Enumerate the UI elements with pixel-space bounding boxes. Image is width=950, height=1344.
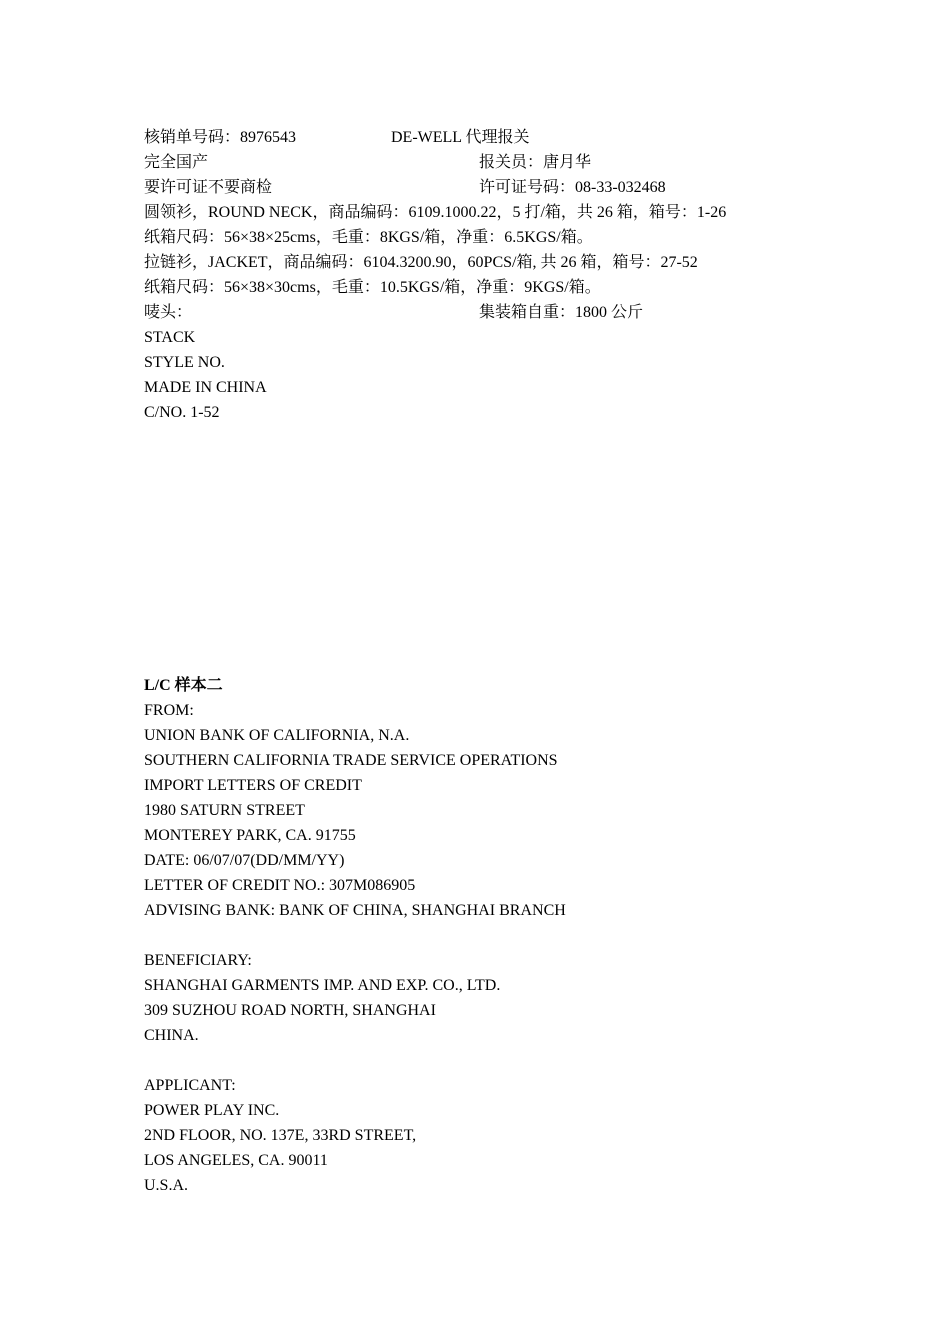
spacer xyxy=(144,923,824,948)
beneficiary-label: BENEFICIARY: xyxy=(144,952,252,969)
customs-notes xyxy=(144,125,824,425)
applicant-line: 2ND FLOOR, NO. 137E, 33RD STREET, xyxy=(144,1127,417,1144)
beneficiary-line: CHINA. xyxy=(144,1027,199,1044)
applicant-line: LOS ANGELES, CA. 90011 xyxy=(144,1152,328,1169)
from-line: 1980 SATURN STREET xyxy=(144,802,305,819)
customs-agent: DE-WELL 代理报关 xyxy=(391,129,530,146)
from-line: IMPORT LETTERS OF CREDIT xyxy=(144,777,362,794)
item2-carton: 纸箱尺码：56×38×30cms，毛重：10.5KGS/箱，净重：9KGS/箱。 xyxy=(144,279,601,296)
beneficiary-line: 309 SUZHOU ROAD NORTH, SHANGHAI xyxy=(144,1002,436,1019)
marks-label: 唛头： xyxy=(144,304,193,321)
license-requirement: 要许可证不要商检 xyxy=(144,179,273,196)
item1-carton: 纸箱尺码：56×38×25cms，毛重：8KGS/箱，净重：6.5KGS/箱。 xyxy=(144,229,593,246)
lc-number: LETTER OF CREDIT NO.: 307M086905 xyxy=(144,877,416,894)
applicant-line: U.S.A. xyxy=(144,1177,189,1194)
mark-line: STACK xyxy=(144,329,196,346)
verification-line xyxy=(144,125,824,150)
from-label: FROM: xyxy=(144,702,194,719)
from-line: SOUTHERN CALIFORNIA TRADE SERVICE OPERATIONS xyxy=(144,752,558,769)
mark-line: MADE IN CHINA xyxy=(144,379,267,396)
letter-of-credit xyxy=(144,673,824,1198)
origin-text: 完全国产 xyxy=(144,154,209,171)
item1-description: 圆领衫，ROUND NECK，商品编码：6109.1000.22，5 打/箱，共 26 箱，箱号：1-26 xyxy=(144,204,727,221)
license-line xyxy=(144,175,824,200)
declarant: 报关员：唐月华 xyxy=(479,154,592,171)
verification-number: 核销单号码：8976543 xyxy=(144,129,297,146)
applicant-label: APPLICANT: xyxy=(144,1077,236,1094)
from-line: MONTEREY PARK, CA. 91755 xyxy=(144,827,356,844)
lc-date: DATE: 06/07/07(DD/MM/YY) xyxy=(144,852,345,869)
from-line: UNION BANK OF CALIFORNIA, N.A. xyxy=(144,727,410,744)
spacer xyxy=(144,1048,824,1073)
lc-title: L/C 样本二 xyxy=(144,677,223,694)
item2-description: 拉链衫，JACKET，商品编码：6104.3200.90，60PCS/箱, 共 26 箱，箱号：27-52 xyxy=(144,254,698,271)
mark-line: STYLE NO. xyxy=(144,354,225,371)
origin-line xyxy=(144,150,824,175)
advising-bank: ADVISING BANK: BANK OF CHINA, SHANGHAI BRANCH xyxy=(144,902,566,919)
beneficiary-line: SHANGHAI GARMENTS IMP. AND EXP. CO., LTD. xyxy=(144,977,501,994)
mark-line: C/NO. 1-52 xyxy=(144,404,220,421)
license-number: 许可证号码：08-33-032468 xyxy=(479,179,666,196)
container-weight: 集装箱自重：1800 公斤 xyxy=(479,304,644,321)
marks-line xyxy=(144,300,824,325)
applicant-line: POWER PLAY INC. xyxy=(144,1102,280,1119)
